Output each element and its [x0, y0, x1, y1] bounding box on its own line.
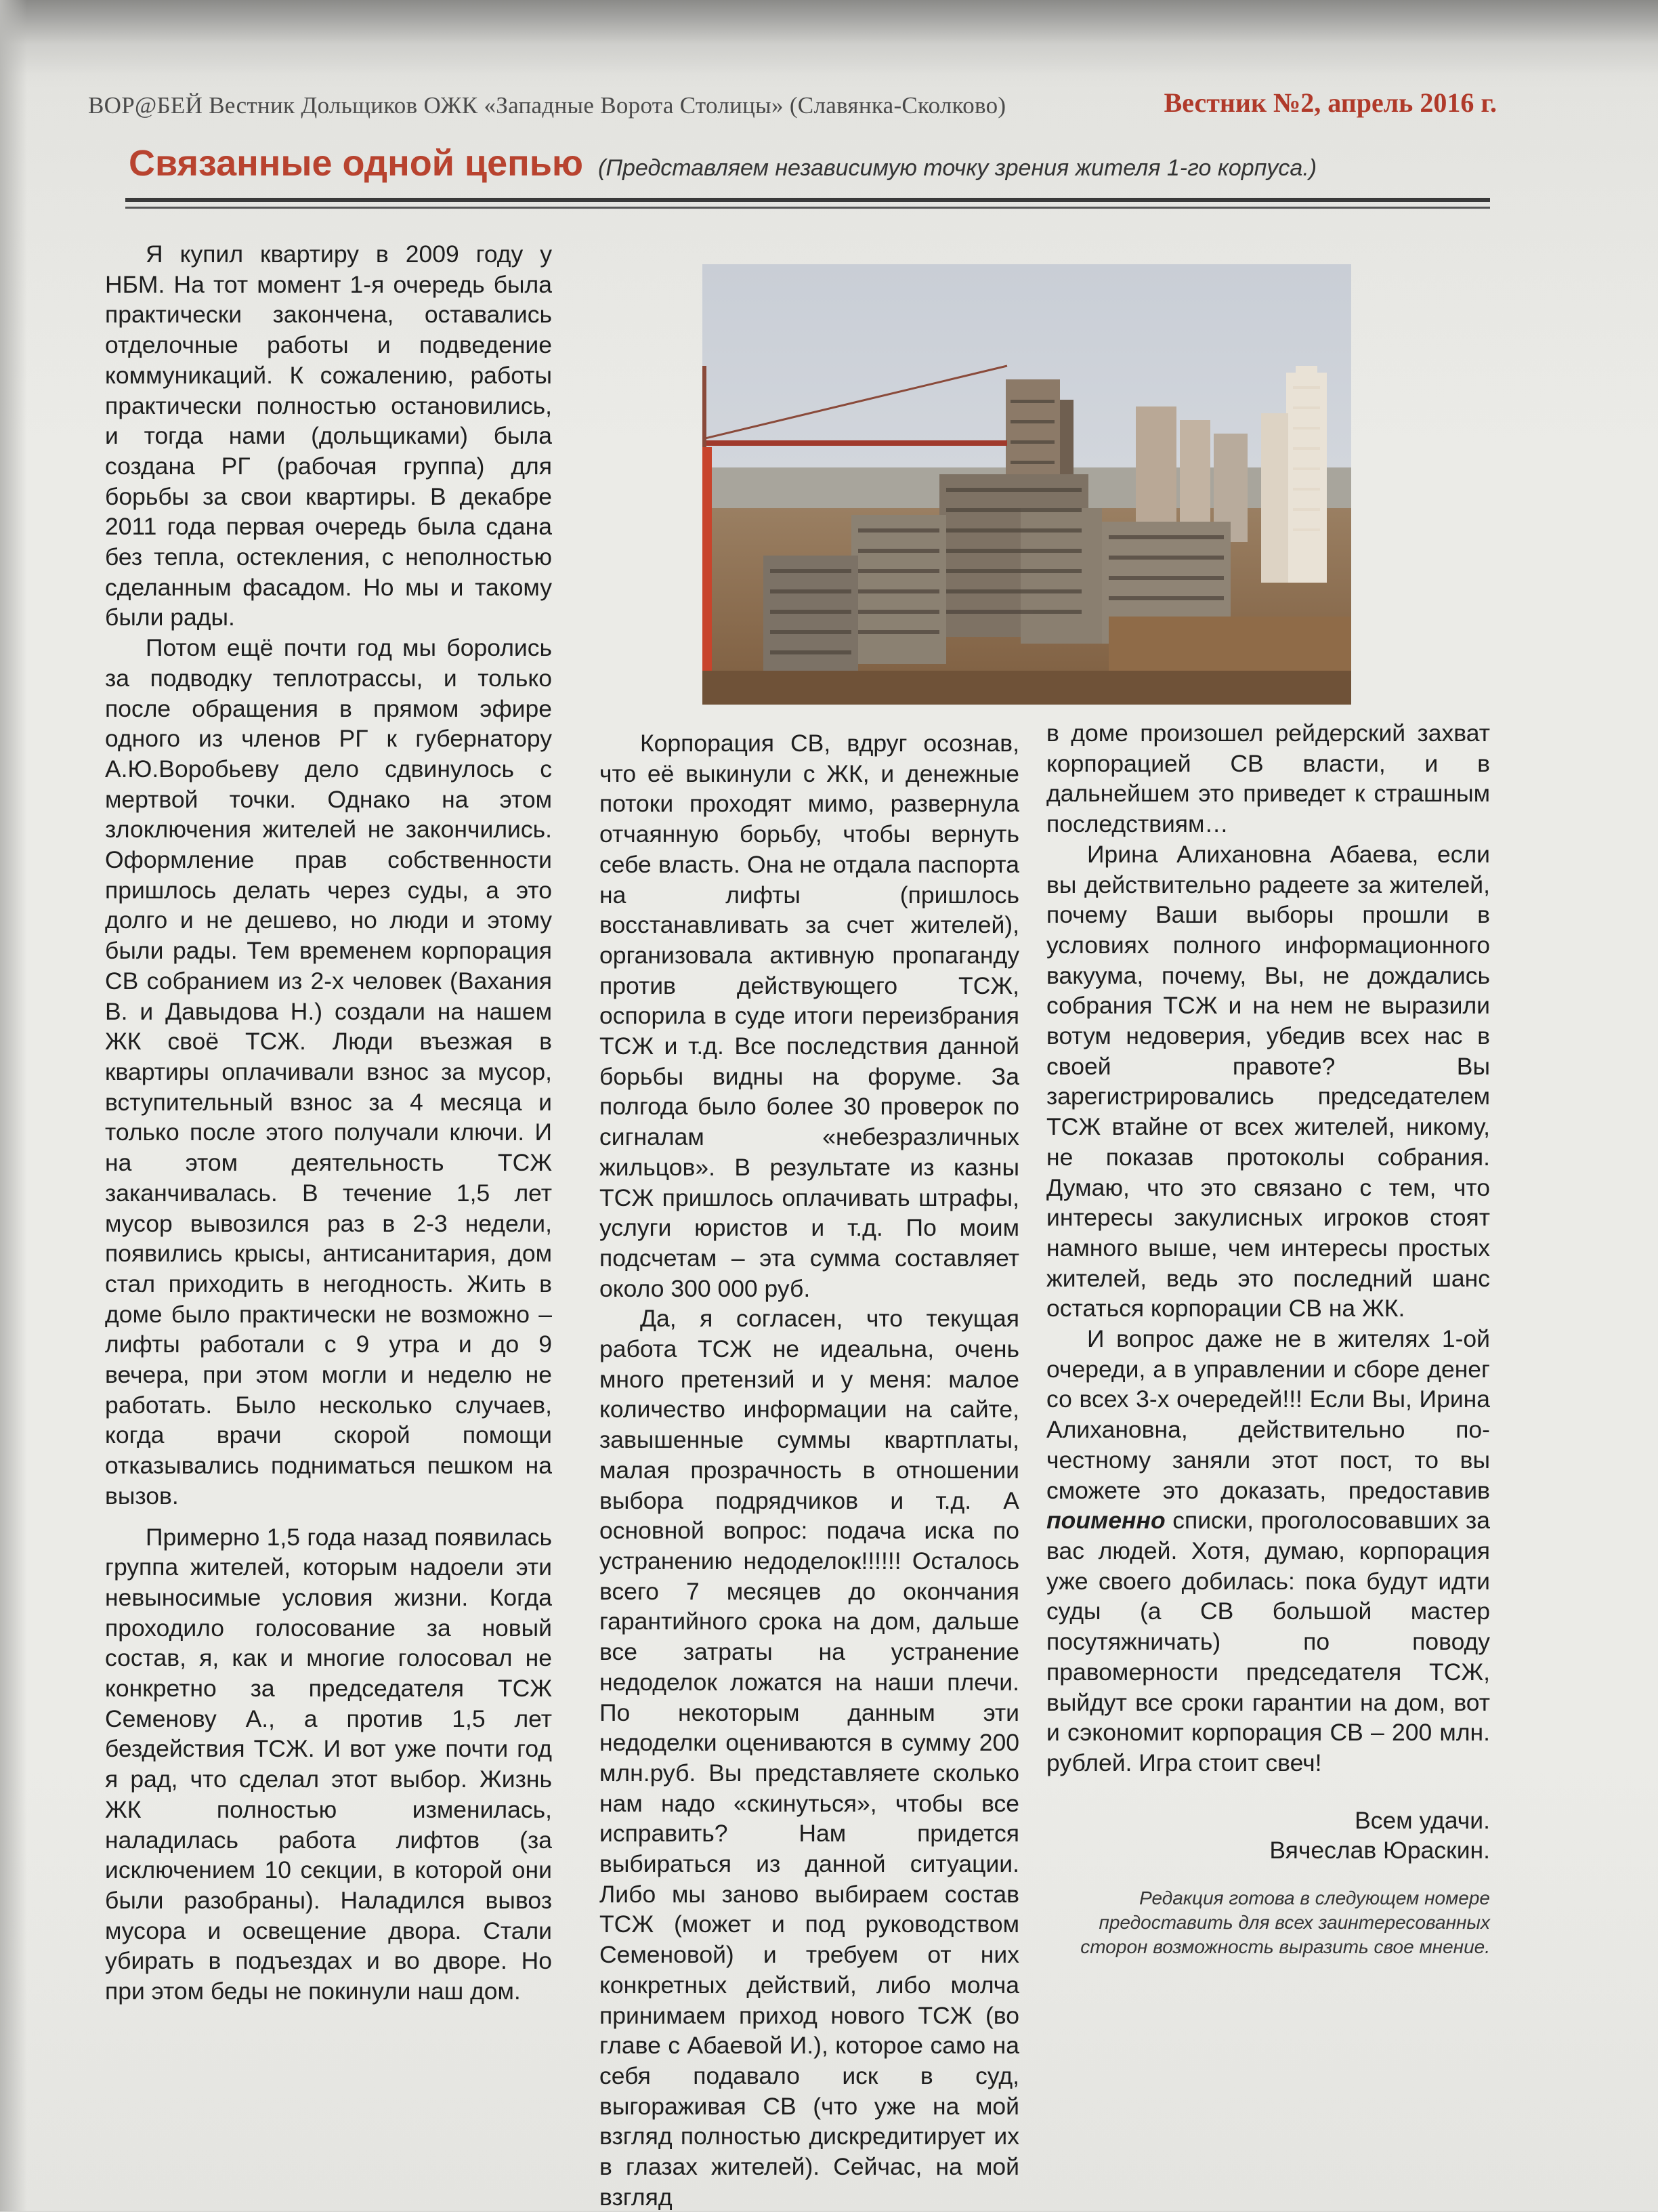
- emphasis-word: поименно: [1046, 1507, 1166, 1535]
- col1-paragraph-3: Примерно 1,5 года назад появилась группа жителей, которым надоели эти невыносимые условия жизни. Когда проходило голосование за новый состав, я, как и многие голосовал не конкретно за председателя ТСЖ Семенову А., а против 1,5 лет бездействия ТСЖ. И вот уже почти год я рад, что сделал этот выбор. Жизнь ЖК полностью изменилась, наладилась работа лифтов (за исключением 10 секции, в которой они были разобраны). Наладился вывоз мусора и освещение двора. Стали убирать в подъездах и во дворе. Но при этом беды не покинули наш дом.: [105, 1523, 552, 2005]
- col1-paragraph-2: Потом ещё почти год мы боролись за подводку теплотрассы, и только после обращения в прямом эфире одного из членов РГ к губернатору А.Ю.Воробьеву дело сдвинулось с мертвой точки. Однако на этом злоключения жителей не закончились. Оформление прав собственности пришлось делать через суды, а это долго и не дешево, но люди и этому были рады. Тем временем корпорация СВ собранием из 2-х человек (Вахания В. и Давыдова Н.) создали на нашем ЖК своё ТСЖ. Люди въезжая в квартиры оплачивали взнос за мусор, вступительный взнос за 4 месяца и только после этого получали ключи. И на этом деятельность ТСЖ заканчивалась. В течение 1,5 лет мусор вывозился раз в 2-3 недели, появились крысы, антисанитария, дом стал приходить в негодность. Жить в доме было практически не возможно – лифты работали с 9 утра и до 9 вечера, при этом могли и неделю не работать. Было несколько случаев, когда врачи скорой помощи отказывались подниматься пешком на вызов.: [105, 634, 552, 1509]
- page-top-shadow: [0, 0, 1658, 75]
- article-column-3: [1046, 718, 1490, 1959]
- author-name: Вячеслав Юраскин.: [1269, 1837, 1490, 1864]
- article-column-2: [599, 728, 1019, 2212]
- col3-paragraph-3-start: И вопрос даже не в жителях 1-ой очереди, а в управлении и сборе денег со всех 3-х очередей!!! Если Вы, Ирина Алихановна, действительно по-честному заняли этот пост, то вы сможете это доказать, предоставив: [1046, 1325, 1490, 1504]
- col1-paragraph-1: Я купил квартиру в 2009 году у НБМ. На тот момент 1-я очередь была практически закончена, оставались отделочные работы и подведение коммуникаций. К сожалению, работы практически полностью остановились, и тогда нами (дольщиками) была создана РГ (рабочая группа) для борьбы за свои квартиры. В декабре 2011 года первая очередь была сдана без тепла, остекления, с неполностью сделанным фасадом. Но мы и такому были рады.: [105, 241, 552, 631]
- editorial-note: Редакция готова в следующем номере предоставить для всех заинтересованных сторон возможность выразить свое мнение.: [1080, 1887, 1490, 1958]
- signoff-text: Всем удачи.: [1355, 1806, 1490, 1834]
- col2-paragraph-2: Да, я согласен, что текущая работа ТСЖ не идеальна, очень много претензий и у меня: малое количество информации на сайте, завышенные суммы квартплаты, малая прозрачность в отношении выбора подрядчиков и т.д. А основной вопрос: подача иска по устранению недоделок!!!!!! Осталось всего 7 месяцев до окончания гарантийного срока на дом, дальше все затраты на устранение недоделок ложатся на наши плечи. По некоторым данным эти недоделки оцениваются в сумму 200 млн.руб. Вы представляете сколько нам надо «скинуться», чтобы все исправить? Нам придется выбираться из данной ситуации. Либо мы заново выбираем состав ТСЖ (может и под руководством Семеновой) и требуем от них конкретных действий, либо молча принимаем приход нового ТСЖ (во главе с Абаевой И.), которое само на себя подавало иск в суд, выгораживая СВ (что уже на мой взгляд полностью дискредитирует их в глазах жителей). Сейчас, на мой взгляд: [599, 1305, 1019, 2211]
- col2-paragraph-1: Корпорация СВ, вдруг осознав, что её выкинули с ЖК, и денежные потоки проходят мимо, развернула отчаянную борьбу, чтобы вернуть себе власть. Она не отдала паспорта на лифты (пришлось восстанавливать за счет жителей), организовала активную пропаганду против действующего ТСЖ, оспорила в суде итоги переизбрания ТСЖ и т.д. Все последствия данной борьбы видны на форуме. За полгода было более 30 проверок по сигналам «небезразличных жильцов». В результате из казны ТСЖ пришлось оплачивать штрафы, услуги юристов и т.д. По моим подсчетам – эта сумма составляет около 300 000 руб.: [599, 730, 1019, 1302]
- header-issue-number: Вестник №2, апрель 2016 г.: [1164, 87, 1497, 118]
- page-left-shadow: [0, 0, 27, 2211]
- signature-block: [1046, 1806, 1490, 1866]
- article-subtitle: (Представляем независимую точку зрения жителя 1-го корпуса.): [598, 155, 1317, 181]
- construction-site-photo: [702, 264, 1351, 705]
- title-divider-thick: [125, 198, 1490, 202]
- newsletter-header: [88, 87, 1497, 127]
- article-column-1: [105, 239, 552, 2007]
- col3-paragraph-3-end: списки, проголосовавших за вас людей. Хотя, думаю, корпорация уже своего добилась: пока будут идти суды (а СВ большой мастер посутяжничать) по поводу правомерности председателя ТСЖ, выйдут все сроки гарантии на дом, вот и сэкономит корпорация СВ – 200 млн. рублей. Игра стоит свеч!: [1046, 1507, 1490, 1776]
- header-publication-name: ВОР@БЕЙ Вестник Дольщиков ОЖК «Западные Ворота Столицы» (Славянка-Сколково): [88, 92, 1006, 119]
- title-divider-thin: [125, 207, 1490, 209]
- col3-paragraph-2: Ирина Алихановна Абаева, если вы действительно радеете за жителей, почему Ваши выборы прошли в условиях полного информационного вакуума, почему, Вы, не дождались собрания ТСЖ и на нем не выразили вотум недоверия, убедив всех нас в своей правоте? Вы зарегистрировались председателем ТСЖ втайне от всех жителей, никому, не показав протоколы собрания. Думаю, что это связано с тем, что интересы закулисных игроков стоят намного выше, чем интересы простых жителей, ведь это последний шанс остаться корпорации СВ на ЖК.: [1046, 840, 1490, 1322]
- col3-paragraph-1: в доме произошел рейдерский захват корпорацией СВ власти, и в дальнейшем это приведет к страшным последствиям…: [1046, 719, 1490, 838]
- col3-paragraph-3: [1046, 1324, 1490, 1778]
- article-title: Связанные одной цепью: [129, 143, 584, 184]
- article-title-row: [129, 142, 1483, 196]
